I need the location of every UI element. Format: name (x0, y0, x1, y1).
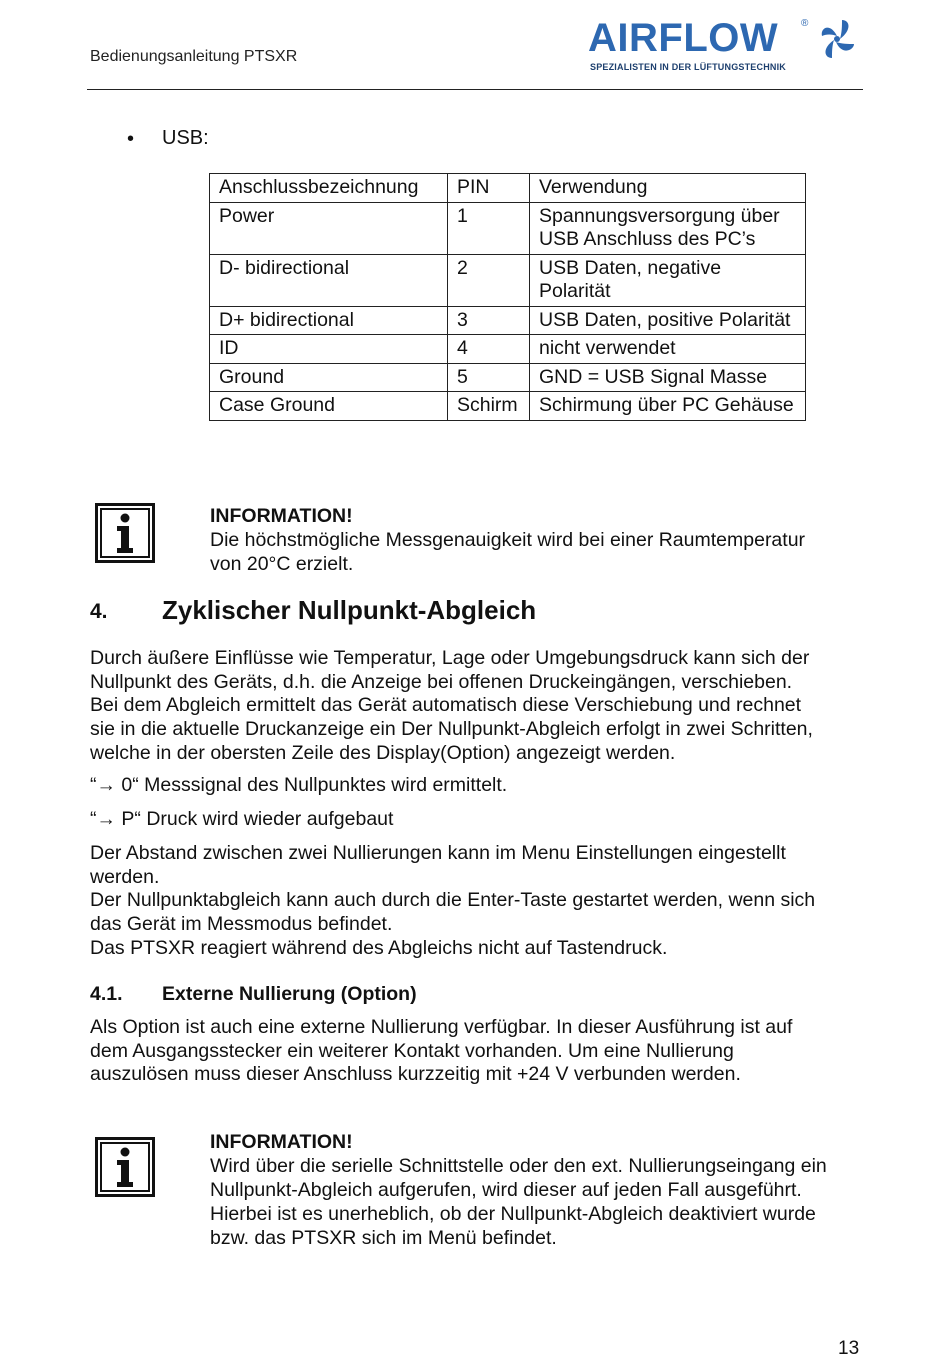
info-icon (95, 503, 155, 563)
text-line: Bei dem Abgleich ermittelt das Gerät automatisch diese Verschiebung und rechnet (90, 694, 802, 717)
table-row (210, 335, 806, 364)
section-title: Zyklischer Nullpunkt-Abgleich (162, 595, 537, 625)
step-zero-line: “→ 0“ Messsignal des Nullpunktes wird ermittelt. (90, 774, 508, 796)
table-cell: GND = USB Signal Masse (530, 363, 806, 392)
section-paragraph (90, 647, 865, 766)
table-cell: 5 (448, 363, 530, 392)
table-cell: D- bidirectional (210, 254, 448, 306)
header-cell: PIN (448, 174, 530, 203)
table-row (210, 392, 806, 421)
table-cell: Case Ground (210, 392, 448, 421)
text-line: Das PTSXR reagiert während des Abgleichs nicht auf Tastendruck. (90, 936, 668, 959)
table-cell: Schirm (448, 392, 530, 421)
document-title: Bedienungsanleitung PTSXR (90, 48, 298, 65)
logo-wordmark: AIRFLOW (588, 16, 779, 60)
table-cell: 3 (448, 306, 530, 335)
table-cell: USB Daten, negative Polarität (530, 254, 806, 306)
text-line: bzw. das PTSXR sich im Menü befindet. (210, 1227, 557, 1249)
text-line: Hierbei ist es unerheblich, ob der Nullpunkt-Abgleich deaktiviert wurde (210, 1203, 816, 1225)
table-cell: Schirmung über PC Gehäuse (530, 392, 806, 421)
info-text-block (210, 1154, 860, 1250)
text-line: welche in der obersten Zeile des Display(Option) angezeigt werden. (90, 741, 676, 764)
table-cell: ID (210, 335, 448, 364)
text-line: Durch äußere Einflüsse wie Temperatur, Lage oder Umgebungsdruck kann sich der (90, 647, 810, 669)
table-cell: nicht verwendet (530, 335, 806, 364)
step-pressure-line: “→ P“ Druck wird wieder aufgebaut (90, 808, 394, 830)
text-line: Der Abstand zwischen zwei Nullierungen kann im Menu Einstellungen eingestellt (90, 842, 786, 864)
text-line: Wird über die serielle Schnittstelle oder den ext. Nullierungseingang ein (210, 1155, 827, 1177)
subsection-title: Externe Nullierung (Option) (162, 983, 417, 1005)
text-line: Der Nullpunktabgleich kann auch durch die Enter-Taste gestartet werden, wenn sich (90, 889, 816, 912)
table-row (210, 254, 806, 306)
info-heading: INFORMATION! (210, 505, 353, 527)
header-cell: Anschlussbezeichnung (210, 174, 448, 203)
table-row (210, 202, 806, 254)
table-cell: 2 (448, 254, 530, 306)
airflow-logo (588, 16, 860, 78)
logo-registered-mark: ® (801, 18, 809, 29)
table-header-row (210, 174, 806, 203)
text-line: Nullpunkt des Geräts, d.h. die Anzeige bei offenen Druckeingängen, verschieben. (90, 670, 793, 693)
info-icon (95, 1137, 155, 1197)
table-cell: USB Daten, positive Polarität (530, 306, 806, 335)
usb-pin-table (209, 173, 806, 421)
text-line: auszulösen muss dieser Anschluss kurzzeitig mit +24 V verbunden werden. (90, 1063, 741, 1086)
bullet-marker: • (127, 128, 135, 150)
logo-tagline: SPEZIALISTEN IN DER LÜFTUNGSTECHNIK (590, 62, 787, 72)
info-text-line: Die höchstmögliche Messgenauigkeit wird bei einer Raumtemperatur (210, 529, 806, 551)
page-number: 13 (838, 1338, 860, 1359)
info-heading: INFORMATION! (210, 1131, 353, 1153)
text-line: dem Ausgangsstecker ein weiterer Kontakt vorhanden. Um eine Nullierung (90, 1039, 734, 1062)
table-cell: 1 (448, 202, 530, 254)
table-row (210, 363, 806, 392)
subsection-number: 4.1. (90, 983, 123, 1005)
table-cell: Power (210, 202, 448, 254)
fan-icon (816, 18, 858, 60)
section-paragraph (90, 1016, 865, 1087)
table-cell: Spannungsversorgung über USB Anschluss des PC’s (530, 202, 806, 254)
header-cell: Verwendung (530, 174, 806, 203)
usb-label: USB: (162, 127, 209, 149)
section-paragraph (90, 842, 865, 961)
table-row (210, 306, 806, 335)
text-line: werden. (90, 865, 160, 888)
text-line: das Gerät im Messmodus befindet. (90, 913, 393, 936)
table-cell: D+ bidirectional (210, 306, 448, 335)
table-cell: Ground (210, 363, 448, 392)
text-line: Nullpunkt-Abgleich aufgerufen, wird dieser auf jeden Fall ausgeführt. (210, 1179, 802, 1201)
text-line: sie in die aktuelle Druckanzeige ein Der Nullpunkt-Abgleich erfolgt in zwei Schritten, (90, 718, 813, 741)
section-number: 4. (90, 600, 108, 623)
table-cell: 4 (448, 335, 530, 364)
text-line: Als Option ist auch eine externe Nullierung verfügbar. In dieser Ausführung ist auf (90, 1016, 793, 1038)
info-text-line: von 20°C erzielt. (210, 553, 354, 575)
header-divider (87, 89, 863, 90)
